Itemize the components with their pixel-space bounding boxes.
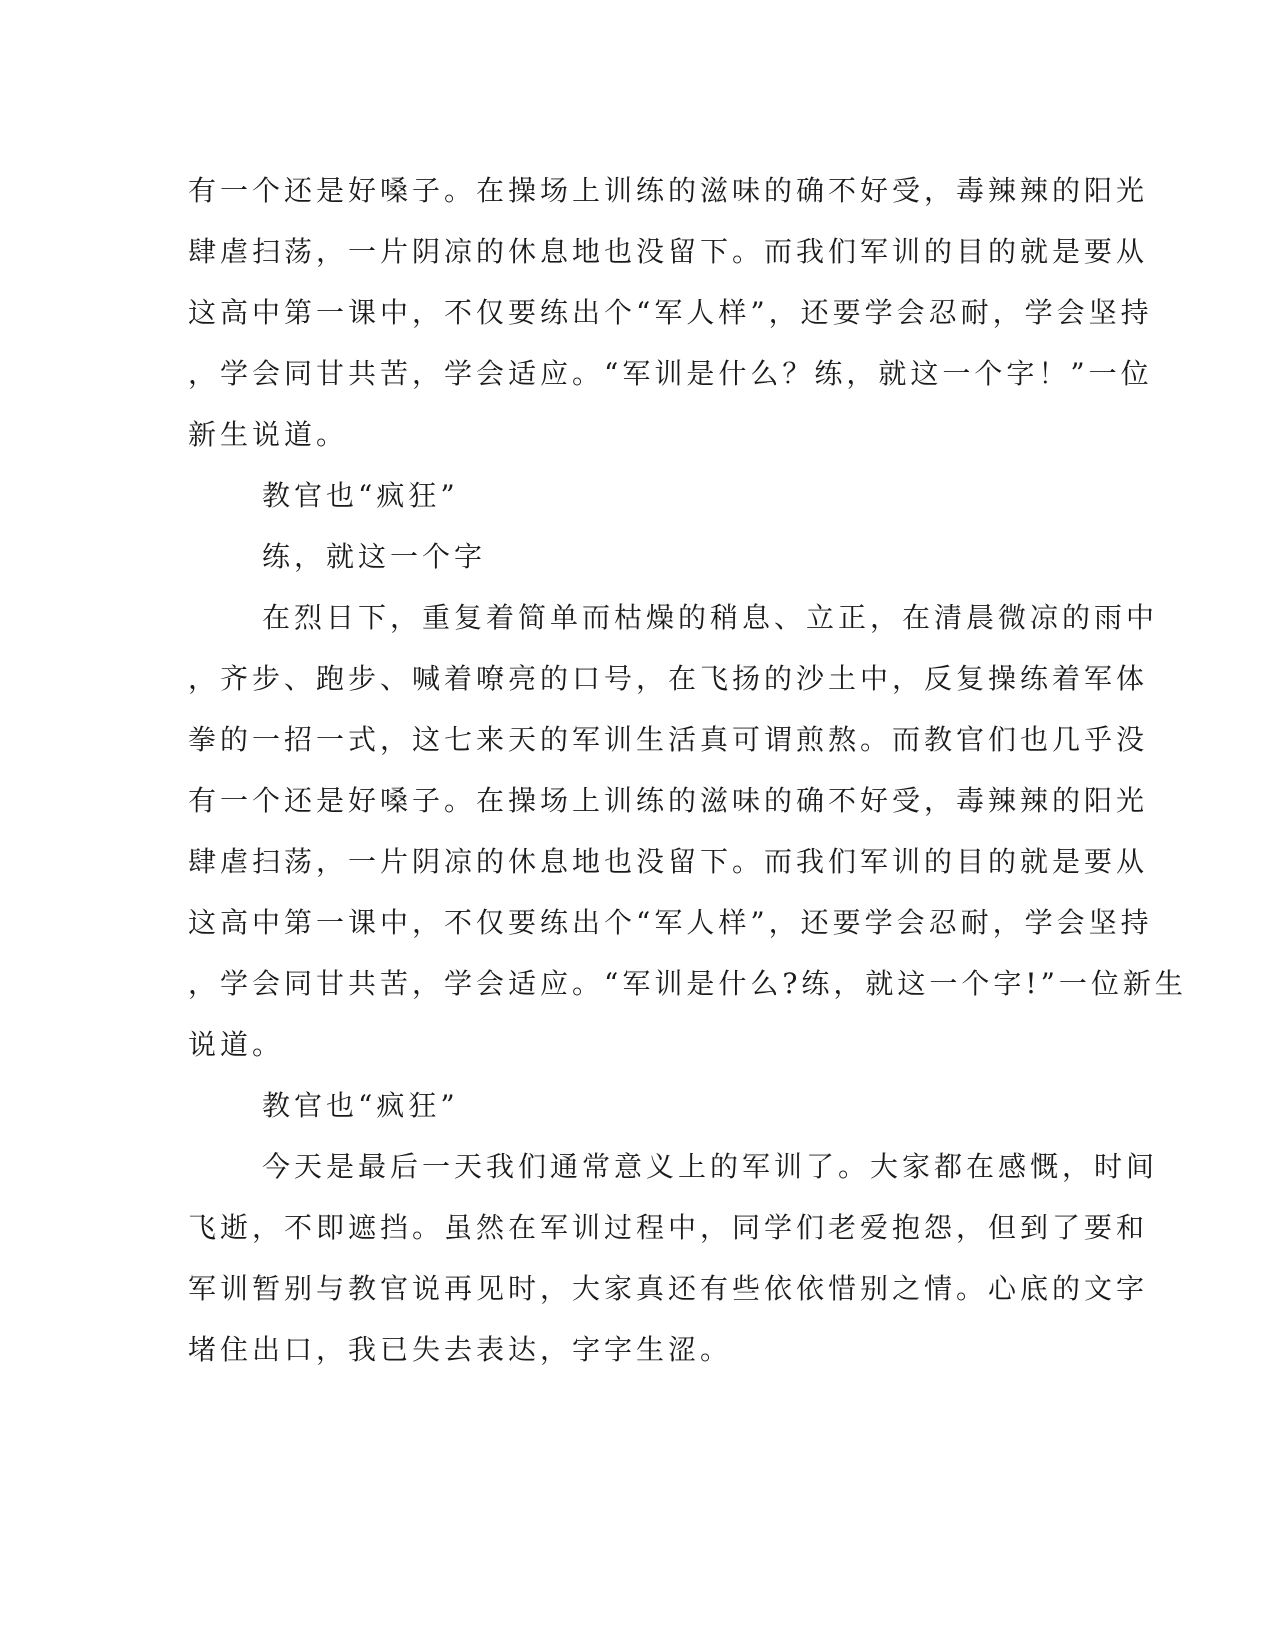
- text-line: 肆虐扫荡，一片阴凉的休息地也没留下。而我们军训的目的就是要从: [188, 235, 1149, 268]
- text-line: 这高中第一课中，不仅要练出个“军人样”，还要学会忍耐，学会坚持: [188, 296, 1153, 329]
- text-line: 飞逝，不即遮挡。虽然在军训过程中，同学们老爱抱怨，但到了要和: [188, 1211, 1149, 1244]
- paragraph-first-line: 今天是最后一天我们通常意义上的军训了。大家都在感慨，时间: [262, 1150, 1159, 1183]
- text-line: ，学会同甘共苦，学会适应。“军训是什么？练，就这一个字！”一位: [188, 357, 1153, 390]
- text-line: 这高中第一课中，不仅要练出个“军人样”，还要学会忍耐，学会坚持: [188, 906, 1153, 939]
- body-text: [188, 160, 1187, 1380]
- section-heading: 练，就这一个字: [262, 540, 487, 573]
- text-line: 有一个还是好嗓子。在操场上训练的滋味的确不好受，毒辣辣的阳光: [188, 784, 1149, 817]
- text-line: 有一个还是好嗓子。在操场上训练的滋味的确不好受，毒辣辣的阳光: [188, 174, 1149, 207]
- paragraph-first-line: 在烈日下，重复着简单而枯燥的稍息、立正，在清晨微凉的雨中: [262, 601, 1159, 634]
- text-line: ，学会同甘共苦，学会适应。“军训是什么?练，就这一个字!”一位新生: [188, 967, 1187, 1000]
- section-heading: 教官也“疯狂”: [262, 1089, 459, 1122]
- text-line: ，齐步、跑步、喊着嘹亮的口号，在飞扬的沙土中，反复操练着军体: [188, 662, 1149, 695]
- text-line: 军训暂别与教官说再见时，大家真还有些依依惜别之情。心底的文字: [188, 1272, 1149, 1305]
- text-line: 拳的一招一式，这七来天的军训生活真可谓煎熬。而教官们也几乎没: [188, 723, 1149, 756]
- text-line: 肆虐扫荡，一片阴凉的休息地也没留下。而我们军训的目的就是要从: [188, 845, 1149, 878]
- text-line: 新生说道。: [188, 418, 349, 451]
- text-line: 说道。: [188, 1028, 285, 1061]
- section-heading: 教官也“疯狂”: [262, 479, 459, 512]
- text-line: 堵住出口，我已失去表达，字字生涩。: [188, 1333, 733, 1366]
